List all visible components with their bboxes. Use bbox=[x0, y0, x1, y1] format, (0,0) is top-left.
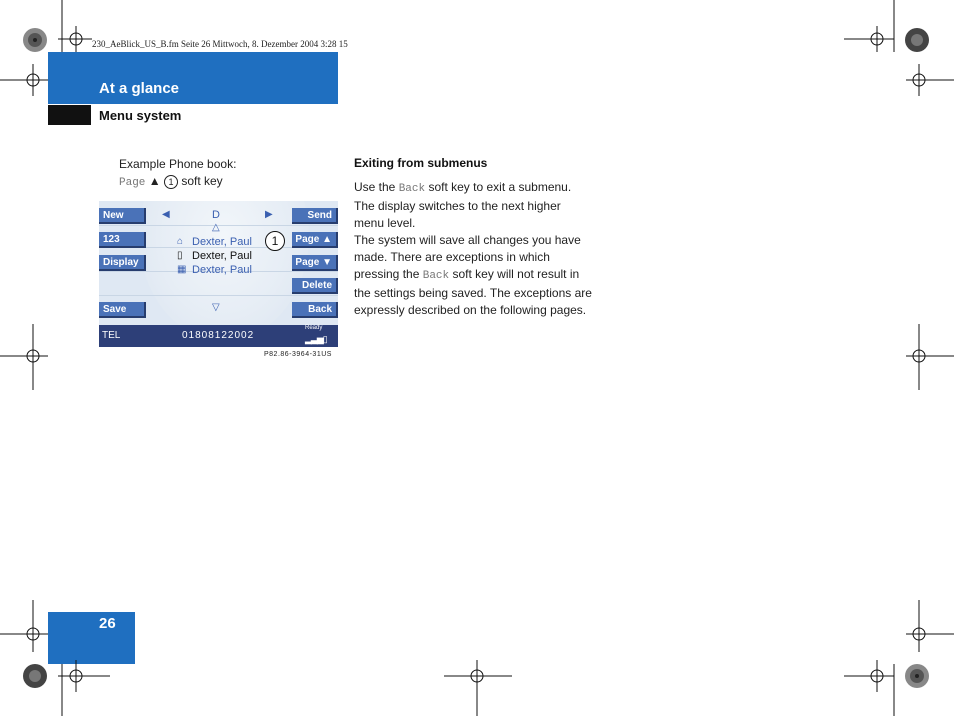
crosshair-icon bbox=[906, 600, 954, 652]
softkey-123[interactable]: 123 bbox=[99, 232, 146, 248]
scroll-up-icon: △ bbox=[212, 222, 220, 233]
softkey-back[interactable]: Back bbox=[292, 302, 338, 318]
caption-arrow: ▲ bbox=[148, 174, 161, 188]
color-target-icon bbox=[905, 664, 929, 688]
crosshair-icon bbox=[844, 660, 894, 716]
status-ready: Ready bbox=[305, 325, 323, 331]
caption-suffix: soft key bbox=[181, 174, 223, 188]
caption-softkey: Page bbox=[119, 177, 146, 189]
back-softkey-ref: Back bbox=[422, 270, 450, 282]
mobile-phone-icon: ▯ bbox=[177, 250, 183, 261]
callout-marker: 1 bbox=[265, 231, 285, 251]
color-target-icon bbox=[23, 664, 47, 688]
crosshair-icon bbox=[58, 660, 110, 716]
softkey-delete[interactable]: Delete bbox=[292, 278, 338, 294]
signal-strength-icon: ▂▃▅▯ bbox=[305, 334, 327, 344]
caption-callout: 1 bbox=[164, 175, 178, 189]
office-phone-icon: ▦ bbox=[177, 264, 187, 275]
softkey-save[interactable]: Save bbox=[99, 302, 146, 318]
scroll-down-icon: ▽ bbox=[212, 302, 220, 313]
paragraph: Use the Back soft key to exit a submenu. The display switches to the next higher menu level. bbox=[354, 180, 572, 230]
crosshair-icon bbox=[444, 660, 512, 716]
crosshair-icon bbox=[0, 600, 48, 652]
caption-line: Example Phone book: bbox=[119, 157, 237, 171]
back-softkey-ref: Back bbox=[398, 183, 426, 195]
softkey-send[interactable]: Send bbox=[292, 208, 338, 224]
crosshair-icon bbox=[844, 0, 894, 52]
scroll-left-icon: ◀ bbox=[162, 209, 170, 220]
softkey-page-down[interactable]: Page ▼ bbox=[292, 255, 338, 271]
entry-home[interactable]: Dexter, Paul bbox=[192, 236, 252, 248]
letter-index: D bbox=[212, 209, 220, 221]
crosshair-icon bbox=[58, 0, 92, 52]
entry-mobile[interactable]: Dexter, Paul bbox=[192, 250, 252, 262]
body-heading: Exiting from submenus bbox=[354, 156, 488, 170]
figure-code: P82.86-3964-31US bbox=[264, 351, 332, 358]
crosshair-icon bbox=[906, 64, 954, 96]
crosshair-icon bbox=[906, 324, 954, 390]
paragraph: The system will save all changes you have made. There are exceptions in which pressing the Back soft key will not result in the settings being saved. The exceptions are expressly described on the following pages. bbox=[354, 233, 592, 317]
home-phone-icon: ⌂ bbox=[177, 236, 184, 247]
color-target-icon bbox=[905, 28, 929, 52]
crosshair-icon bbox=[0, 324, 48, 390]
softkey-new[interactable]: New bbox=[99, 208, 146, 224]
status-number: 01808122002 bbox=[182, 330, 255, 341]
subsection-title: Menu system bbox=[99, 108, 182, 123]
color-target-icon bbox=[23, 28, 47, 52]
scroll-right-icon: ▶ bbox=[265, 209, 273, 220]
print-header: 230_AeBlick_US_B.fm Seite 26 Mittwoch, 8. Dezember 2004 3:28 15 bbox=[92, 39, 348, 49]
softkey-page-up[interactable]: Page ▲ bbox=[292, 232, 338, 248]
entry-office[interactable]: Dexter, Paul bbox=[192, 264, 252, 276]
page-number: 26 bbox=[99, 615, 116, 632]
status-label: TEL bbox=[102, 330, 121, 341]
softkey-display[interactable]: Display bbox=[99, 255, 146, 271]
crosshair-icon bbox=[0, 64, 48, 96]
section-title: At a glance bbox=[99, 80, 180, 97]
